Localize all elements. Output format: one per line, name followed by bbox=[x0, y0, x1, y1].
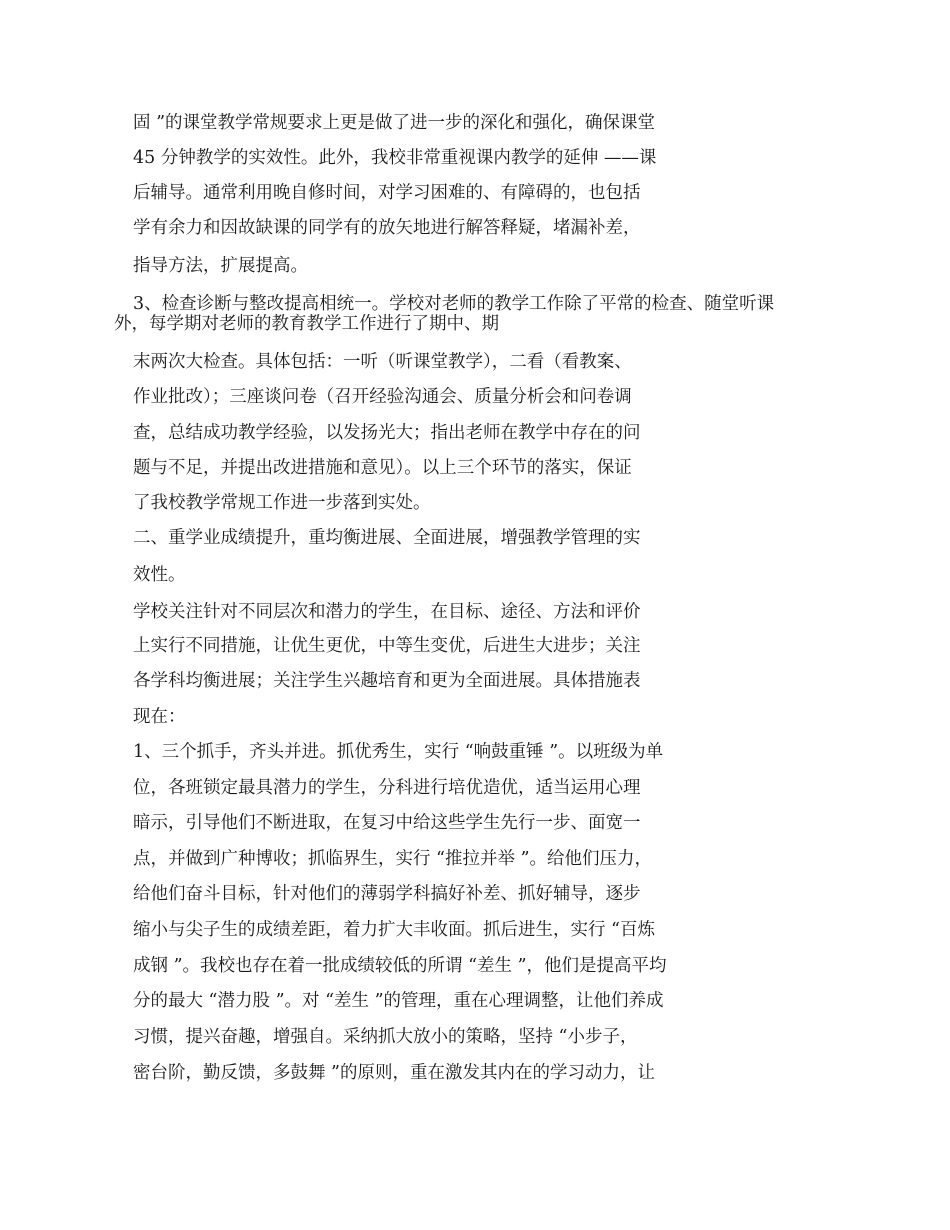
text-line-21: 暗示，引导他们不断进取，在复习中给这些学生先行一步、面宽一 bbox=[133, 813, 641, 833]
text-line-20: 位，各班锁定最具潜力的学生，分科进行培优造优，适当运用心理 bbox=[133, 778, 641, 798]
text-line-16: 上实行不同措施，让优生更优，中等生变优，后进生大进步；关注 bbox=[133, 636, 641, 656]
text-line-5: 指导方法，扩展提高。 bbox=[133, 256, 308, 276]
text-line-23: 给他们奋斗目标，针对他们的薄弱学科搞好补差、抓好辅导，逐步 bbox=[133, 884, 641, 904]
text-line-28: 密台阶，勤反馈，多鼓舞 ”的原则，重在激发其内在的学习动力，让 bbox=[133, 1063, 656, 1083]
text-line-1: 固 ”的课堂教学常规要求上更是做了进一步的深化和强化，确保课堂 bbox=[133, 113, 656, 133]
text-line-6: 3、检查诊断与整改提高相统一。学校对老师的教学工作除了平常的检查、随堂听课 bbox=[133, 294, 775, 314]
text-line-27: 习惯，提兴奋趣，增强自。采纳抓大放小的策略，坚持 “小步子， bbox=[133, 1027, 638, 1047]
text-line-9: 作业批改）；三座谈问卷（召开经验沟通会、质量分析会和问卷调 bbox=[133, 387, 632, 407]
text-line-22: 点，并做到广种博收；抓临界生，实行 “推拉并举 ”。给他们压力， bbox=[133, 849, 653, 869]
text-line-2: 45 分钟教学的实效性。此外，我校非常重视课内教学的延伸 ——课 bbox=[133, 148, 657, 168]
text-line-24: 缩小与尖子生的成绩差距，着力扩大丰收面。抓后进生，实行 “百炼 bbox=[133, 920, 656, 940]
text-line-3: 后辅导。通常利用晚自修时间，对学习困难的、有障碍的，也包括 bbox=[133, 183, 641, 203]
text-line-11: 题与不足，并提出改进措施和意见）。以上三个环节的落实，保证 bbox=[133, 458, 632, 478]
text-line-12: 了我校教学常规工作进一步落到实处。 bbox=[133, 493, 431, 513]
text-line-17: 各学科均衡进展；关注学生兴趣培育和更为全面进展。具体措施表 bbox=[133, 671, 641, 691]
text-line-26: 分的最大 “潜力股 ”。对 “差生 ”的管理，重在心理调整，让他们养成 bbox=[133, 991, 664, 1011]
text-line-18: 现在： bbox=[133, 707, 186, 727]
text-line-15: 学校关注针对不同层次和潜力的学生，在目标、途径、方法和评价 bbox=[133, 602, 641, 622]
text-line-4: 学有余力和因故缺课的同学有的放矢地进行解答释疑，堵漏补差， bbox=[133, 218, 641, 238]
text-line-7: 外，每学期对老师的教育教学工作进行了期中、期 bbox=[114, 314, 499, 334]
text-line-10: 查，总结成功教学经验，以发扬光大；指出老师在教学中存在的问 bbox=[133, 423, 641, 443]
text-line-8: 末两次大检查。具体包括：一听（听课堂教学），二看（看教案、 bbox=[133, 352, 632, 372]
text-line-13: 二、重学业成绩提升，重均衡进展、全面进展，增强教学管理的实 bbox=[133, 528, 641, 548]
text-line-14: 效性。 bbox=[133, 565, 186, 585]
text-line-25: 成钢 ”。我校也存在着一批成绩较低的所谓 “差生 ”，他们是提高平均 bbox=[133, 956, 667, 976]
text-line-19: 1、三个抓手，齐头并进。抓优秀生，实行 “响鼓重锤 ”。以班级为单 bbox=[133, 742, 664, 762]
